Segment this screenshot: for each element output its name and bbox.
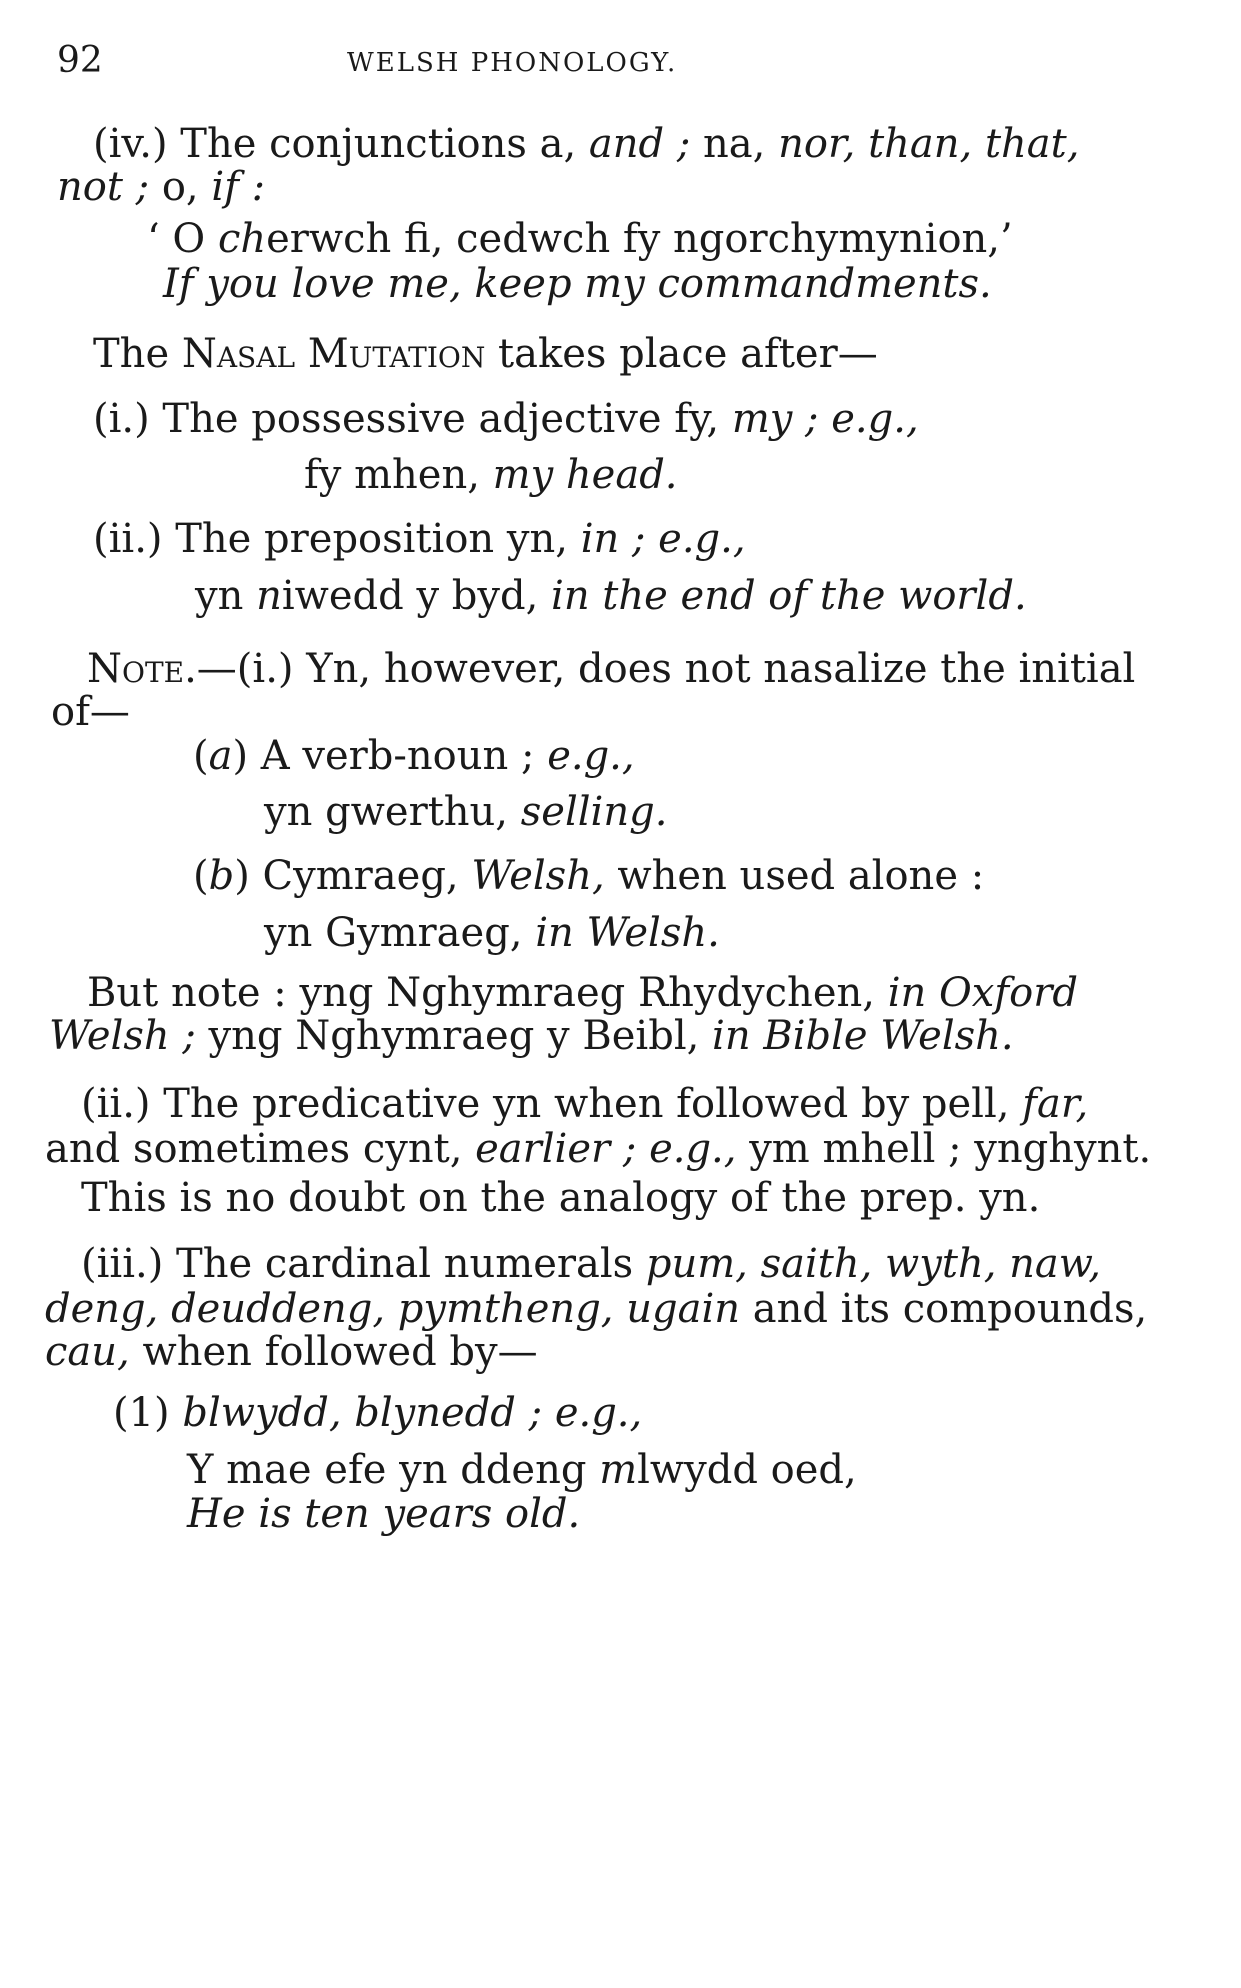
italic-span: e.g., <box>649 1126 737 1172</box>
italic-span: e.g., <box>831 396 919 442</box>
text-span: of— <box>51 689 130 735</box>
text-span <box>645 516 658 562</box>
italic-span: in the end of the world. <box>551 573 1027 619</box>
italic-span: in Oxford <box>887 970 1078 1016</box>
text-span: o, <box>149 164 212 210</box>
italic-span: selling. <box>520 789 668 835</box>
text-span: —(i.) Yn, however, does not nasalize the initial <box>196 646 1136 692</box>
text-span: lwydd oed, <box>637 1447 857 1493</box>
text-span: The <box>93 331 182 377</box>
text-line <box>163 261 992 307</box>
text-line <box>93 516 746 562</box>
text-line <box>49 1013 1014 1059</box>
text-span: yng Nghymraeg y Beibl, <box>195 1013 713 1059</box>
text-line <box>87 970 1078 1016</box>
text-line <box>264 910 720 956</box>
text-span: when followed by— <box>129 1329 538 1375</box>
italic-span: blwydd, blynedd ; <box>182 1390 543 1436</box>
text-line <box>81 1241 1101 1287</box>
italic-span: ch <box>217 216 267 262</box>
text-span: (iii.) The cardinal numerals <box>81 1241 646 1287</box>
text-span <box>636 1126 649 1172</box>
italic-span: in Bible Welsh. <box>712 1013 1014 1059</box>
italic-span: far, <box>1022 1081 1089 1127</box>
text-line <box>87 646 1136 692</box>
text-span: ( <box>193 853 209 899</box>
text-line <box>45 1286 1148 1332</box>
text-span: yn <box>195 573 257 619</box>
text-line <box>264 789 668 835</box>
text-span: (i.) The possessive adjective fy, <box>93 396 732 442</box>
text-span: (ii.) The predicative yn when followed by pell, <box>81 1081 1023 1127</box>
text-span: Y mae efe yn ddeng <box>187 1447 600 1493</box>
italic-span: cau, <box>45 1329 130 1375</box>
text-line <box>45 1329 538 1375</box>
text-span: na, <box>690 121 779 167</box>
text-span: (1) <box>113 1390 183 1436</box>
small-caps-span: Note. <box>87 646 197 692</box>
text-span: This is no doubt on the analogy of the prep. yn. <box>81 1175 1041 1221</box>
italic-span: pum, saith, wyth, naw, <box>645 1241 1101 1287</box>
text-span: and its compounds, <box>740 1286 1148 1332</box>
italic-span: deng, deuddeng, pymtheng, ugain <box>45 1286 740 1332</box>
text-line <box>57 164 266 210</box>
text-line <box>195 573 1027 619</box>
italic-span: e.g., <box>554 1390 643 1436</box>
text-line <box>81 1175 1041 1221</box>
italic-span: in ; <box>580 516 646 562</box>
italic-span: if : <box>211 164 266 210</box>
italic-span: a <box>208 733 233 779</box>
italic-span: e.g., <box>547 733 635 779</box>
italic-span: my ; <box>731 396 819 442</box>
text-span: yn gwerthu, <box>264 789 521 835</box>
text-span: (ii.) The preposition yn, <box>93 516 581 562</box>
italic-span: n <box>256 573 282 619</box>
text-line <box>193 853 985 899</box>
text-span: takes place after— <box>485 331 878 377</box>
text-span <box>819 396 832 442</box>
italic-span: b <box>208 853 235 899</box>
italic-span: my head. <box>492 452 678 498</box>
text-line <box>187 1447 857 1493</box>
text-span: and sometimes cynt, <box>45 1126 476 1172</box>
text-span: ( <box>193 733 209 779</box>
text-span <box>542 1390 555 1436</box>
text-span: ) Cymraeg, <box>234 853 472 899</box>
text-line <box>45 1126 1152 1172</box>
italic-span: Welsh ; <box>49 1013 196 1059</box>
text-span: when used alone : <box>604 853 985 899</box>
text-span: (iv.) The conjunctions a, <box>93 121 589 167</box>
italic-span: nor, than, that, <box>778 121 1080 167</box>
text-span: ym mhell ; ynghynt. <box>736 1126 1152 1172</box>
text-span: But note : yng Nghymraeg Rhydychen, <box>87 970 888 1016</box>
italic-span: If you love me, keep my commandments. <box>163 261 992 307</box>
text-span: iwedd y byd, <box>281 573 552 619</box>
italic-span: m <box>599 1447 638 1493</box>
text-line <box>304 452 678 498</box>
running-title: WELSH PHONOLOGY. <box>347 48 678 78</box>
text-span: ) A verb-noun ; <box>232 733 548 779</box>
text-span: yn Gymraeg, <box>264 910 536 956</box>
text-span: ‘ O <box>147 216 218 262</box>
text-line <box>193 733 635 779</box>
text-line <box>51 689 130 735</box>
italic-span: earlier ; <box>475 1126 637 1172</box>
text-line <box>187 1491 581 1537</box>
text-span: fy mhen, <box>304 452 493 498</box>
small-caps-span: Nasal Mutation <box>181 331 486 377</box>
text-line <box>93 396 919 442</box>
italic-span: Welsh, <box>471 853 605 899</box>
text-line <box>93 121 1080 167</box>
text-span: erwch fi, cedwch fy ngorchymynion,’ <box>266 216 1013 262</box>
text-line <box>147 216 1013 262</box>
italic-span: and ; <box>588 121 691 167</box>
text-line <box>93 331 878 377</box>
italic-span: not ; <box>57 164 150 210</box>
italic-span: e.g., <box>658 516 746 562</box>
text-line <box>113 1390 643 1436</box>
italic-span: in Welsh. <box>535 910 720 956</box>
italic-span: He is ten years old. <box>187 1491 581 1537</box>
page-number: 92 <box>57 40 103 81</box>
text-line <box>81 1081 1089 1127</box>
